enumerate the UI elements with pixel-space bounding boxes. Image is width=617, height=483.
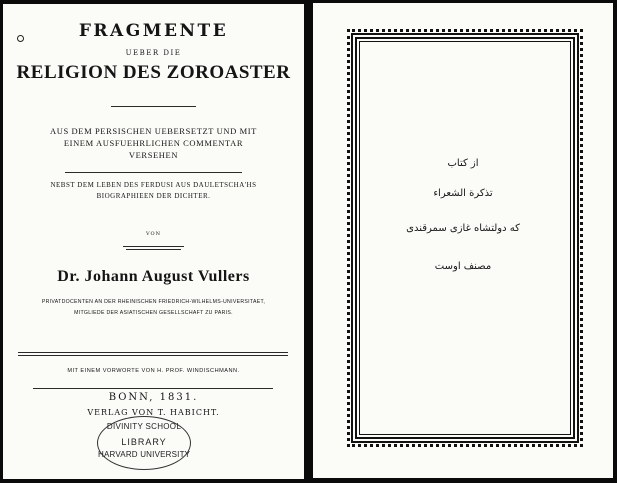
imprint-publisher: VERLAG VON T. HABICHT. [87, 408, 220, 417]
title-ueber-die: UEBER DIE [125, 49, 182, 57]
divider-rule [111, 106, 196, 107]
library-stamp [97, 416, 191, 470]
author-affiliation: PRIVATDOCENTEN AN DER RHEINISCHEN FRIEDRICH-WILHELMS-UNIVERSITAET, [41, 299, 266, 305]
stamp-bottom-text: HARVARD UNIVERSITY [98, 450, 191, 459]
ornamental-border [351, 33, 579, 443]
divider-rule [18, 355, 288, 356]
persian-line: تذکرة الشعراء [433, 188, 493, 199]
author-name: Dr. Johann August Vullers [57, 268, 250, 285]
subtitle-line: VERSEHEN [128, 150, 179, 160]
subtitle-line: AUS DEM PERSISCHEN UEBERSETZT UND MIT [50, 126, 257, 136]
divider-rule [65, 172, 242, 173]
nebst-line: BIOGRAPHIEEN DER DICHTER. [96, 192, 211, 200]
persian-line: مصنف اوست [434, 261, 492, 272]
stamp-middle-text: LIBRARY [121, 437, 167, 447]
stamp-top-text: DIVINITY SCHOOL [106, 422, 182, 431]
divider-rule [18, 352, 288, 353]
persian-line: از کتاب [447, 158, 479, 169]
imprint-place-year: BONN, 1831. [108, 392, 199, 403]
author-affiliation: MITGLIEDE DER ASIATISCHEN GESELLSCHAFT ZU PARIS. [74, 310, 233, 316]
nebst-line: NEBST DEM LEBEN DES FERDUSI AUS DAULETSCHA'HS [50, 181, 257, 189]
divider-rule [33, 388, 273, 389]
divider-rule [126, 249, 181, 250]
title-fragmente: FRAGMENTE [78, 21, 229, 41]
divider-rule [123, 246, 184, 247]
foreword-line: MIT EINEM VORWORTE VON H. PROF. WINDISCHMANN. [67, 368, 240, 374]
right-persian-page [313, 3, 613, 478]
left-title-page [3, 4, 304, 479]
von-label: VON [146, 231, 161, 237]
title-religion: RELIGION DES ZOROASTER [16, 62, 291, 83]
subtitle-line: EINEM AUSFUEHRLICHEN COMMENTAR [63, 138, 244, 148]
persian-line: که دولتشاه غازی سمرقندی [406, 223, 520, 234]
